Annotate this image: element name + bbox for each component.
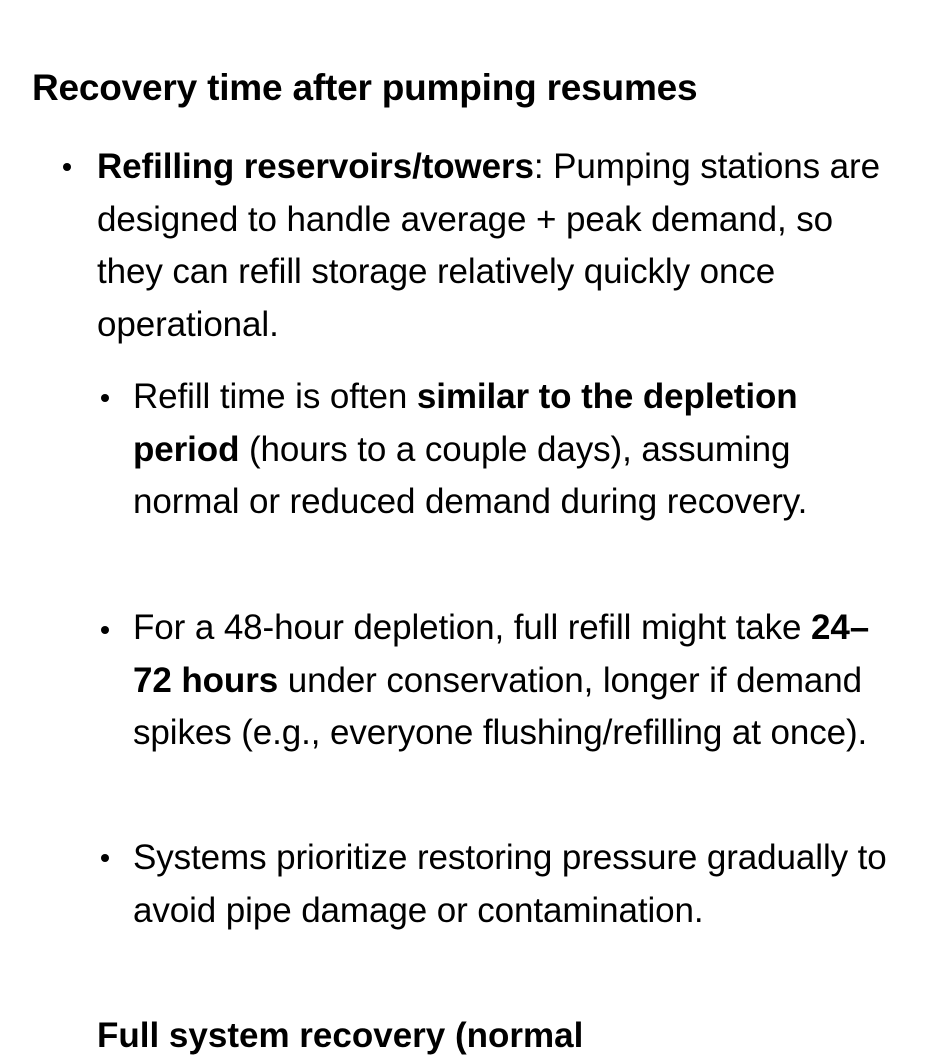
sub-item-text: For a 48-hour depletion, full refill might take [133, 608, 812, 647]
bullet-dot [101, 626, 109, 634]
next-list-item-partial: Full system recovery (normal [97, 1016, 584, 1055]
list-item-refilling [97, 141, 897, 351]
bullet-dot [101, 854, 109, 862]
section-heading: Recovery time after pumping resumes [32, 67, 698, 108]
sub-item-text: Refill time is often [133, 377, 417, 416]
bullet-dot [63, 163, 71, 171]
bullet-dot [101, 394, 109, 402]
sub-item-text: Systems prioritize restoring pressure gradually to avoid pipe damage or contamination. [133, 838, 887, 930]
sub-item-text: under conservation, longer if demand spikes (e.g., everyone flushing/refilling at once). [133, 660, 868, 752]
sub-item-bold: similar to the depletion period [133, 377, 798, 469]
sub-item-48-hour [133, 602, 903, 760]
sub-item-refill-time [133, 371, 903, 529]
sub-item-systems [133, 832, 903, 937]
sub-item-bold: 24–72 hours [133, 608, 870, 700]
list-item-bold-term: Refilling reservoirs/towers [97, 147, 534, 186]
sub-item-text: (hours to a couple days), assuming normal or reduced demand during recovery. [133, 429, 808, 521]
list-item-text: : Pumping stations are designed to handle average + peak demand, so they can refill storage relatively quickly once operational. [97, 147, 880, 344]
